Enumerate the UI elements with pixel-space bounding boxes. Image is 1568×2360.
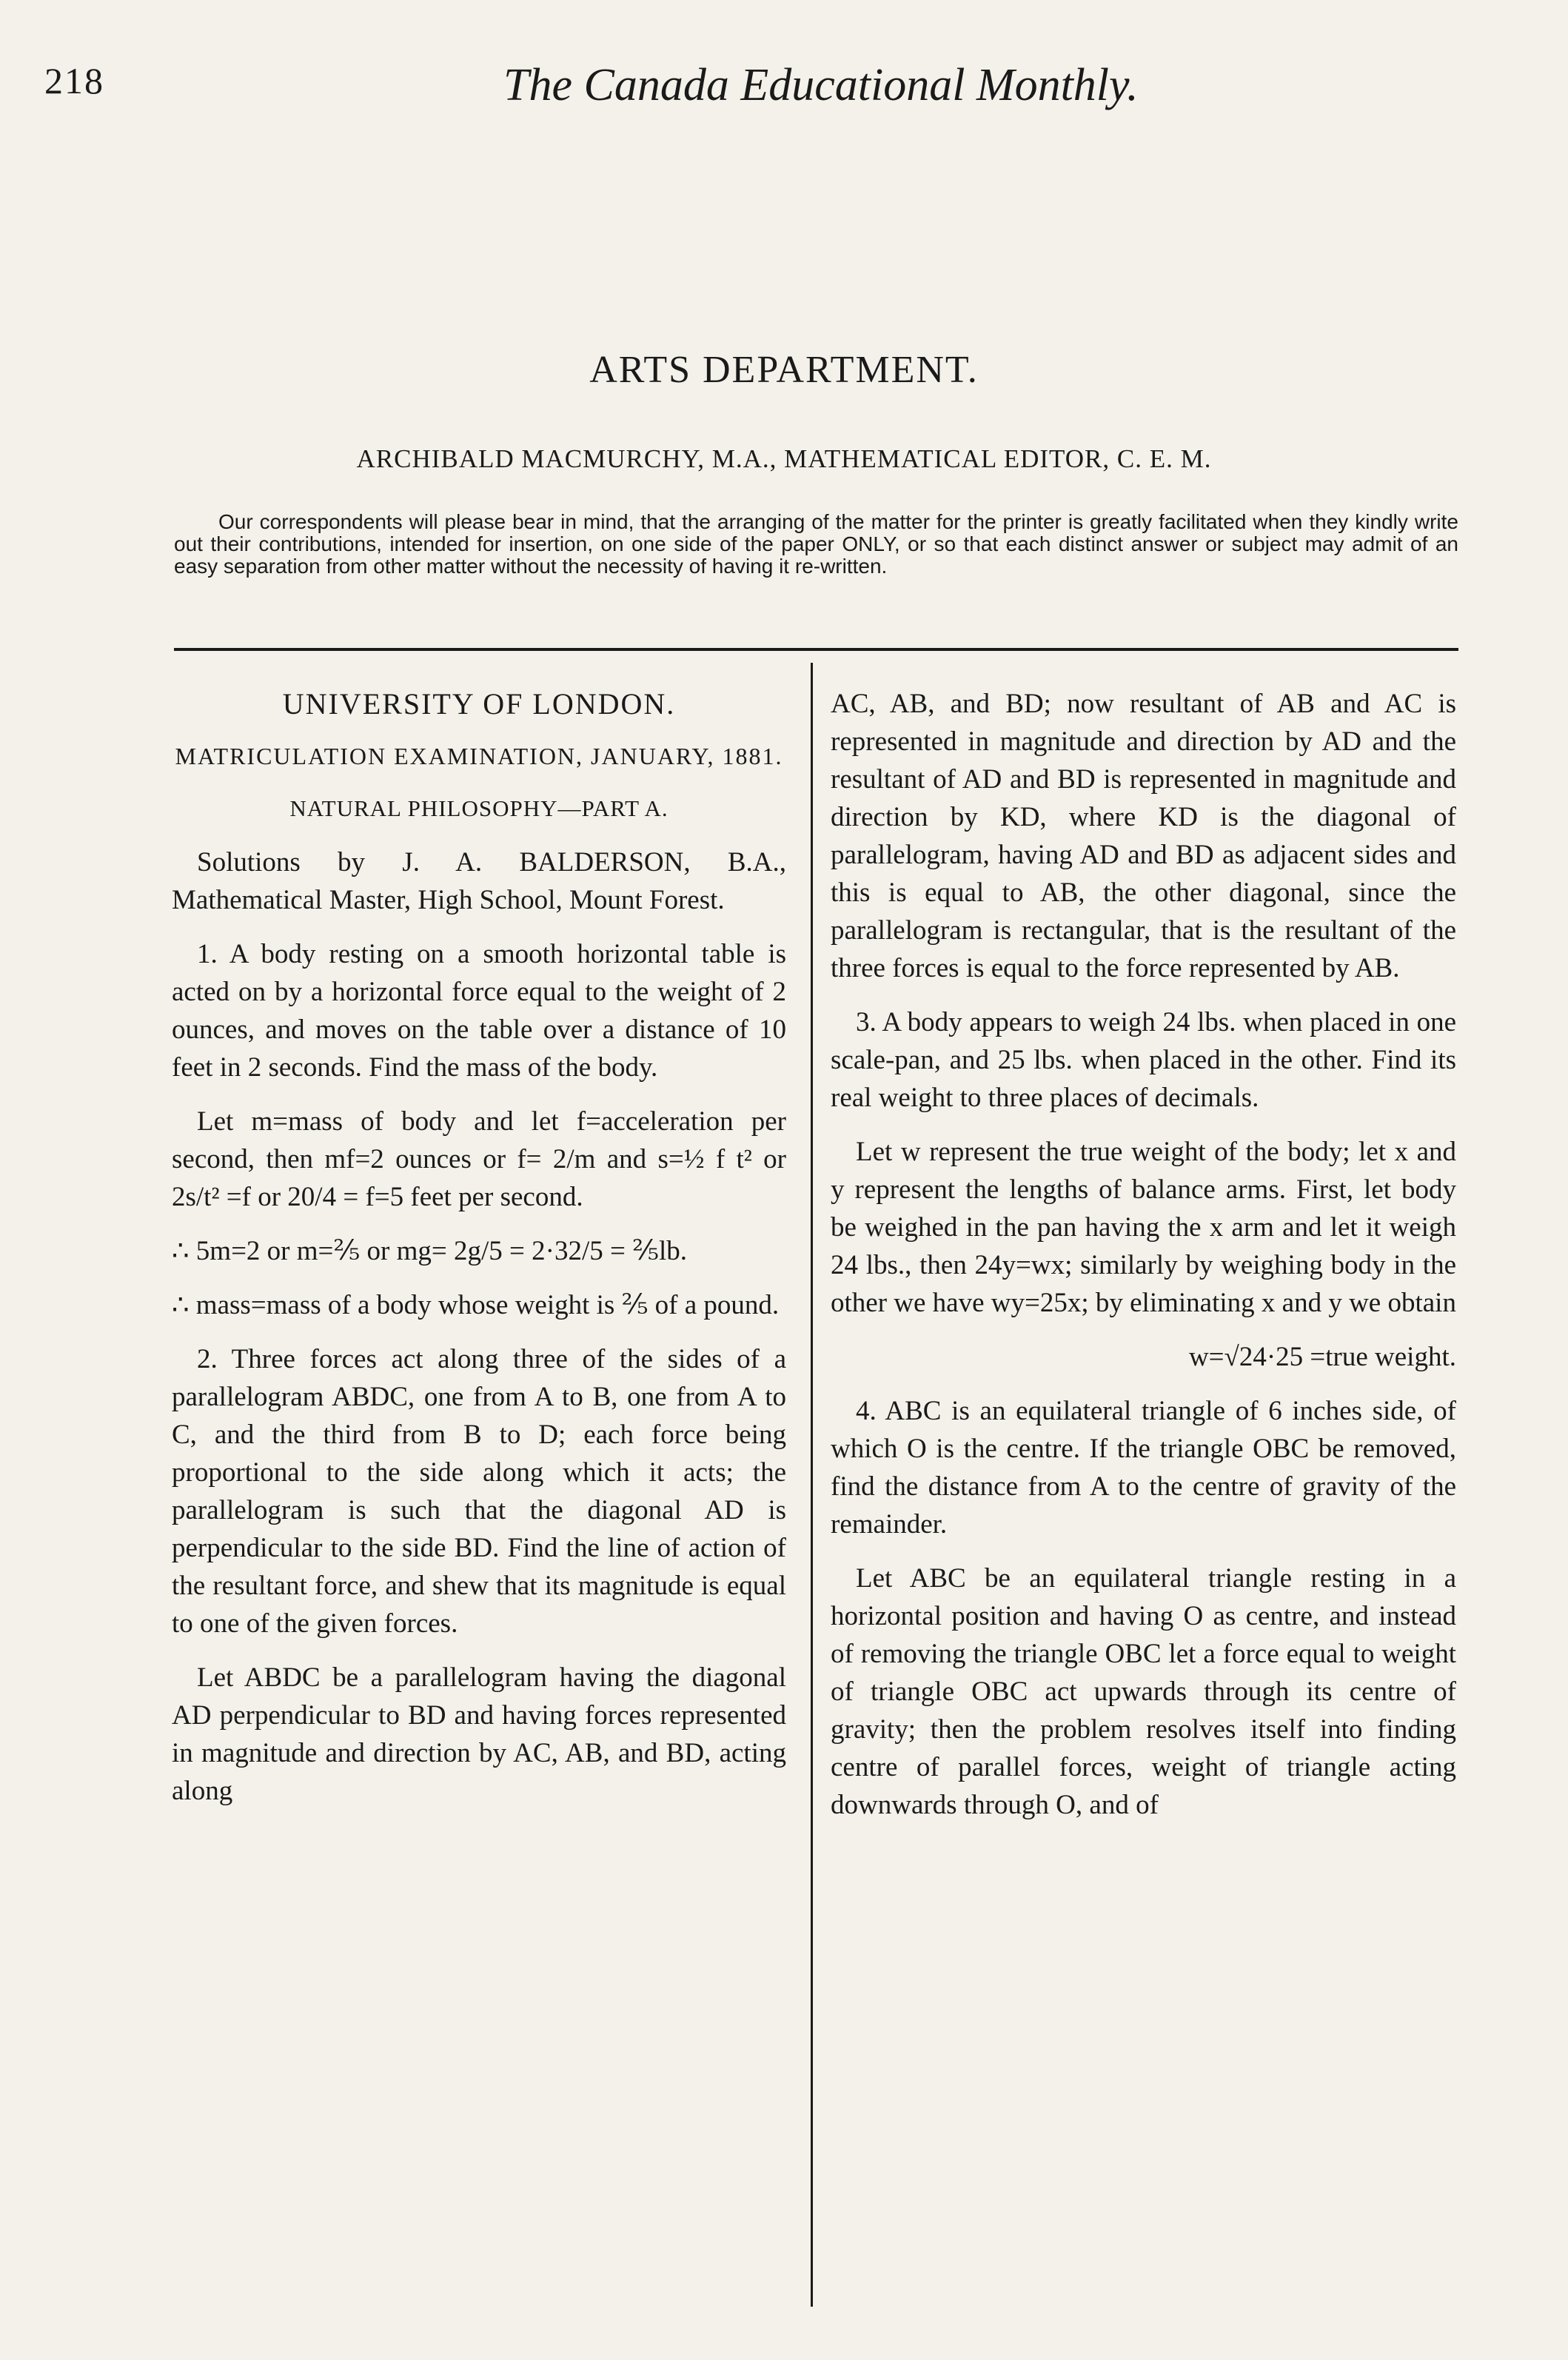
answer-3: Let w represent the true weight of the body; let x and y represent the lengths of balance arms. First, let body be weighed in the pan having the x arm and let it weigh 24 lbs., then 24y=wx; similarly by weighing body in the other we have wy=25x; by eliminating x and y we obtain	[831, 1137, 1456, 1318]
page-number: 218	[44, 60, 104, 101]
question-1: 1. A body resting on a smooth horizontal table is acted on by a horizontal force equal to the weight of 2 ounces, and moves on the table over a distance of 10 feet in 2 seconds. Find the mass of the body.	[172, 939, 786, 1083]
solutions-byline: Solutions by J. A. BALDERSON, B.A., Mathematical Master, High School, Mount Forest.	[172, 847, 786, 915]
question-2: 2. Three forces act along three of the sides of a parallelogram ABDC, one from A to B, one from A to C, and the third from B to D; each force being proportional to the side along which it acts; the parallelogram is such that the diagonal AD is perpendicular to the side BD. Find the line of action of the resultant force, and shew that its magnitude is equal to one of the given forces.	[172, 1344, 786, 1639]
department-title: ARTS DEPARTMENT.	[589, 349, 979, 391]
answer-2-start: Let ABDC be a parallelogram having the diagonal AD perpendicular to BD and having forces represented in magnitude and direction by AC, AB, and BD, acting along	[172, 1662, 786, 1806]
left-column	[172, 685, 786, 1826]
answer-2-continued: AC, AB, and BD; now resultant of AB and AC is represented in magnitude and direction by AD and the resultant of AD and BD is represented in magnitude and direction by KD, where KD is the diagonal of parallelogram, having AD and BD as adjacent sides and this is equal to AB, the other diagonal, since the parallelogram is rectangular, that is the resultant of the three forces is equal to the force represented by AB.	[831, 689, 1456, 983]
answer-4: Let ABC be an equilateral triangle resting in a horizontal position and having O as centre, and instead of removing the triangle OBC let a force equal to weight of triangle OBC act upwards through its centre of gravity; then the problem resolves itself into finding centre of parallel forces, weight of triangle acting downwards through O, and of	[831, 1563, 1456, 1820]
correspondents-notice: Our correspondents will please bear in mind, that the arranging of the matter for the printer is greatly facilitated when they kindly write out their contributions, intended for insertion, on one side of the paper ONLY, or so that each distinct answer or subject may admit of an easy separation from other matter without the necessity of having it re-written.	[174, 510, 1458, 578]
running-head	[44, 59, 1451, 126]
column-divider	[811, 663, 813, 2307]
question-3: 3. A body appears to weigh 24 lbs. when placed in one scale-pan, and 25 lbs. when placed in the other. Find its real weight to three places of decimals.	[831, 1007, 1456, 1113]
journal-title: The Canada Educational Monthly.	[503, 60, 1139, 110]
answer-1-line-2: ∴ 5m=2 or m=⅖ or mg= 2g/5 = 2·32/5 = ⅖lb.	[172, 1236, 687, 1266]
answer-1-line-3: ∴ mass=mass of a body whose weight is ⅖ of a pound.	[172, 1290, 780, 1320]
editor-line: ARCHIBALD MACMURCHY, M.A., MATHEMATICAL EDITOR, C. E. M.	[356, 444, 1212, 473]
university-heading: UNIVERSITY OF LONDON.	[282, 687, 676, 721]
exam-heading: MATRICULATION EXAMINATION, JANUARY, 1881.	[175, 743, 783, 769]
section-rule	[174, 648, 1458, 651]
answer-1-line-1: Let m=mass of body and let f=acceleration per second, then mf=2 ounces or f= 2/m and s=½ f t² or 2s/t² =f or 20/4 = f=5 feet per second.	[172, 1106, 786, 1212]
question-4: 4. ABC is an equilateral triangle of 6 inches side, of which O is the centre. If the triangle OBC be removed, find the distance from A to the centre of gravity of the remainder.	[831, 1396, 1456, 1540]
right-column	[831, 685, 1456, 1840]
answer-3-result: w=√24·25 =true weight.	[1188, 1342, 1456, 1372]
subject-heading: NATURAL PHILOSOPHY—PART A.	[289, 795, 669, 821]
